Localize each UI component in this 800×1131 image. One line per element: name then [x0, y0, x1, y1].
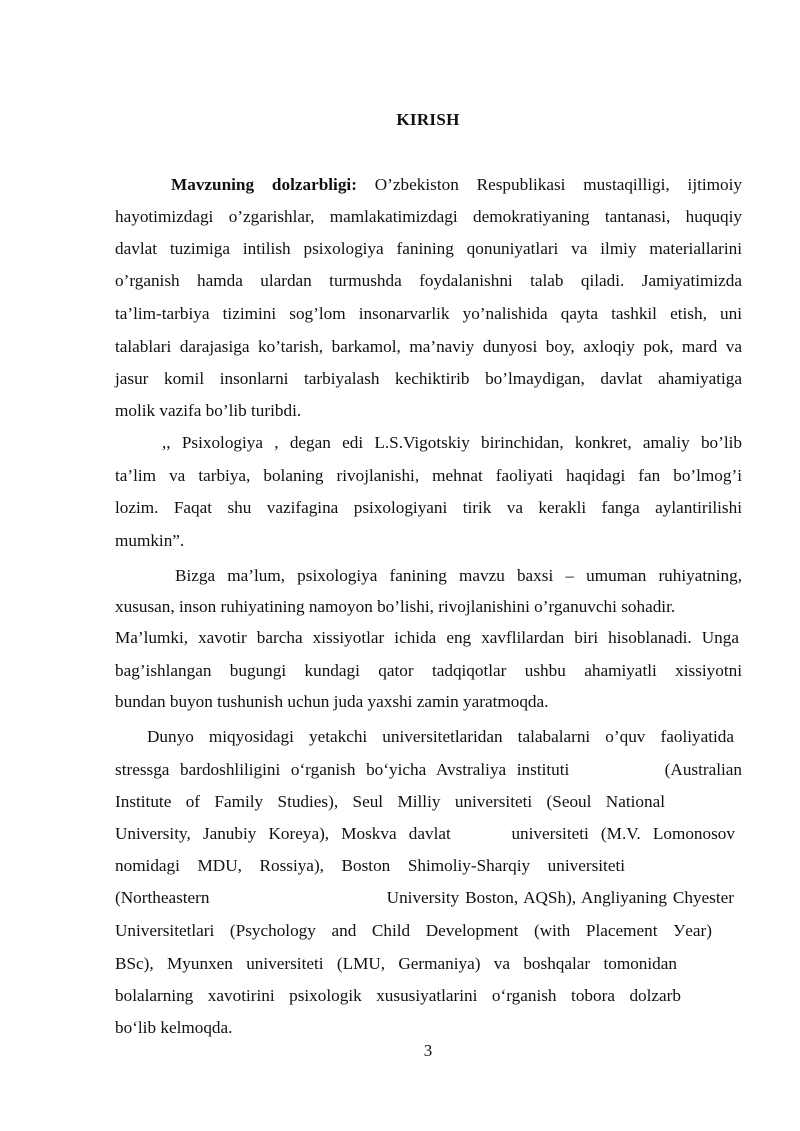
text-line: ta’lim va tarbiya, bolaning rivojlanishi, mehnat faoliyati haqidagi fan bo’lmog’i [115, 466, 742, 485]
text-line: davlat tuzimiga intilish psixologiya fanining qonuniyatlari va ilmiy materiallarini [115, 239, 742, 258]
text-line: Bizga ma’lum, psixologiya fanining mavzu baxsi – umuman ruhiyatning, [175, 566, 742, 585]
text-line: o’rganish hamda ulardan turmushda foydalanishni talab qiladi. Jamiyatimizda [115, 271, 742, 290]
line-text: O’zbekiston Respublikasi mustaqilligi, ijtimoiy [356, 175, 742, 194]
text-line: Dunyo miqyosidagi yetakchi universitetlaridan talabalarni o’quv faoliyatida [147, 727, 734, 746]
text-line [171, 175, 742, 195]
text-line: mumkin”. [115, 531, 185, 550]
text-line: Institute of Family Studies), Seul Milliy universiteti (Seoul National [115, 792, 665, 811]
text-line: bolalarning xavotirini psixologik xususiyatlarini o‘rganish tobora dolzarb [115, 986, 681, 1005]
text-line: lozim. Faqat shu vazifagina psixologiyani tirik va kerakli fanga aylantirilishi [115, 498, 742, 517]
text-line: University, Janubiy Koreya), Moskva davlat universiteti (M.V. Lomonosov [115, 824, 735, 843]
text-line: Ma’lumki, xavotir barcha xissiyotlar ichida eng xavflilardan biri hisoblanadi. Unga [115, 628, 739, 647]
text-line: (Northeastern University Boston, AQSh), Angliyaning Chyester [115, 888, 734, 907]
text-line: talablari darajasiga ko’tarish, barkamol, ma’naviy dunyosi boy, axloqiy pok, mard va [115, 337, 742, 356]
text-line: ,, Psixologiya , degan edi L.S.Vigotskiy birinchidan, konkret, amaliy bo’lib [162, 433, 742, 452]
section-heading: KIRISH [396, 110, 460, 129]
text-line: stressga bardoshliligini o‘rganish bo‘yicha Avstraliya instituti (Australian [115, 760, 742, 779]
text-line: ta’lim-tarbiya tizimini sog’lom insonarvarlik yo’nalishida qayta tashkil etish, uni [115, 304, 742, 323]
text-line: hayotimizdagi o’zgarishlar, mamlakatimizdagi demokratiyaning tantanasi, huquqiy [115, 207, 742, 226]
text-line: bag’ishlangan bugungi kundagi qator tadqiqotlar ushbu ahamiyatli xissiyotni [115, 661, 742, 680]
text-line: bo‘lib kelmoqda. [115, 1018, 233, 1037]
text-line: Universitetlari (Psychology and Child Development (with Placement Уear) [115, 921, 712, 940]
text-line: xususan, inson ruhiyatining namoyon bo’lishi, rivojlanishini o’rganuvchi sohadir. [115, 597, 676, 616]
text-line: jasur komil insonlarni tarbiyalash kechiktirib bo’lmaydigan, davlat ahamiyatiga [115, 369, 742, 388]
text-line: nomidagi MDU, Rossiya), Boston Shimoliy-Sharqiy universiteti [115, 856, 625, 875]
text-line: bundan buyon tushunish uchun juda yaxshi zamin yaratmoqda. [115, 692, 549, 711]
page-number: 3 [423, 1041, 433, 1060]
bold-lead: Mavzuning dolzarbligi: [171, 175, 357, 194]
text-line: BSc), Myunxen universiteti (LMU, Germaniya) va boshqalar tomonidan [115, 954, 677, 973]
text-line: molik vazifa bo’lib turibdi. [115, 401, 302, 420]
